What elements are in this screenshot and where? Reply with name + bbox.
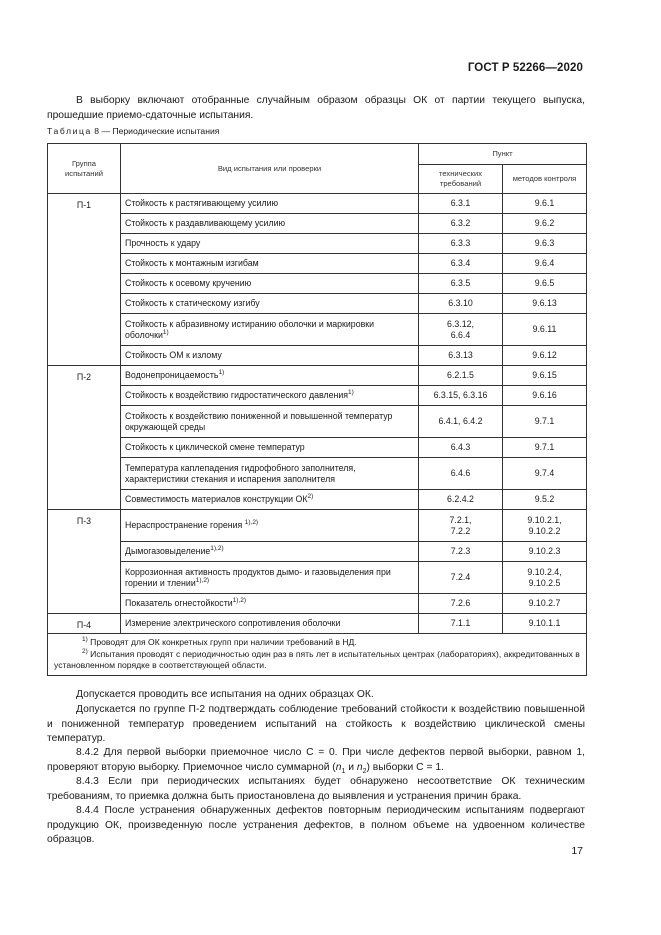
test-kind-cell [121, 254, 419, 274]
requirements-clause-cell: 7.2.3 [419, 542, 503, 562]
table-row [48, 458, 587, 490]
requirements-clause-cell: 7.1.1 [419, 614, 503, 634]
col-header-group: Группа испытаний [48, 144, 121, 194]
footnote-mark: 1) [218, 369, 225, 377]
test-kind-text: Стойкость ОМ к излому [125, 350, 222, 360]
methods-clause-cell: 9.6.4 [503, 254, 587, 274]
test-kind-text: Прочность к удару [125, 238, 201, 248]
test-kind-cell [121, 346, 419, 366]
table-row [48, 406, 587, 438]
table-row [48, 562, 587, 594]
requirements-clause-cell: 6.3.2 [419, 214, 503, 234]
periodic-tests-table [47, 143, 587, 676]
table-row [48, 214, 587, 234]
footnote-mark: 2) [307, 493, 314, 501]
table-body [48, 194, 587, 676]
intro-paragraph: В выборку включают отобранные случайным образом образцы ОК от партии текущего выпуска, прошедшие приемо-сдаточные испытания. [47, 95, 585, 121]
table-row [48, 542, 587, 562]
requirements-clause-cell: 6.3.4 [419, 254, 503, 274]
table-row [48, 594, 587, 614]
footnote-mark: 1) [162, 328, 169, 336]
test-kind-cell [121, 510, 419, 542]
paragraph-same-samples: Допускается проводить все испытания на одних образцах ОК. [76, 689, 374, 700]
table-row [48, 510, 587, 542]
requirements-clause-cell: 6.3.10 [419, 294, 503, 314]
requirements-clause-cell: 6.3.15, 6.3.16 [419, 386, 503, 406]
methods-clause-cell: 9.10.1.1 [503, 614, 587, 634]
methods-clause-cell: 9.6.2 [503, 214, 587, 234]
note-text: Испытания проводят с периодичностью один раз в пять лет в испытательных центрах (лабораториях), аккредитованных в установленном порядке в соответствующей области. [54, 648, 580, 670]
p842-sub1: 1 [341, 767, 346, 775]
methods-clause-cell: 9.10.2.4, 9.10.2.5 [503, 562, 587, 594]
table-caption-title: 8 — Периодические испытания [91, 126, 220, 136]
requirements-clause-cell: 6.2.4.2 [419, 490, 503, 510]
test-kind-cell [121, 294, 419, 314]
table-note [54, 649, 580, 672]
requirements-clause-cell: 6.3.3 [419, 234, 503, 254]
test-kind-text: Стойкость к циклической смене температур [125, 442, 305, 452]
test-kind-cell [121, 314, 419, 346]
test-kind-text: Стойкость к растягивающему усилию [125, 198, 279, 208]
test-kind-text: Стойкость к осевому кручению [125, 278, 252, 288]
paragraph-8-4-4: 8.4.4 После устранения обнаруженных дефектов повторным периодическим испытаниям подвергают продукцию ОК, произведенную после устранения дефектов, в полном объеме на удвоенном количестве образцов. [47, 805, 585, 845]
requirements-clause-cell: 6.2.1.5 [419, 366, 503, 386]
test-kind-text: Стойкость к воздействию гидростатического давления [125, 390, 349, 400]
test-kind-cell [121, 594, 419, 614]
requirements-clause-cell: 6.4.1, 6.4.2 [419, 406, 503, 438]
table-row [48, 614, 587, 634]
requirements-clause-cell: 6.3.13 [419, 346, 503, 366]
page-number: 17 [571, 845, 583, 857]
methods-clause-cell: 9.10.2.1, 9.10.2.2 [503, 510, 587, 542]
test-kind-cell [121, 386, 419, 406]
p842-mid: и [345, 761, 357, 773]
methods-clause-cell: 9.6.13 [503, 294, 587, 314]
footnote-mark: 1),2) [195, 576, 210, 584]
footnote-mark: 1),2) [244, 519, 259, 527]
table-row [48, 490, 587, 510]
table-row [48, 314, 587, 346]
methods-clause-cell: 9.7.1 [503, 406, 587, 438]
methods-clause-cell: 9.5.2 [503, 490, 587, 510]
table-note [54, 637, 580, 649]
p842-text-a: 8.4.2 Для первой выборки приемочное число С = 0. При числе дефектов первой выборки, равном 1, проверяют вторую выборку. Приемочное число суммарной ( [47, 747, 585, 773]
group-cell: П-1 [48, 194, 121, 366]
methods-clause-cell: 9.6.12 [503, 346, 587, 366]
test-kind-text: Дымогазовыделение [125, 546, 211, 556]
table-row [48, 438, 587, 458]
p842-n1: n [335, 761, 342, 773]
requirements-clause-cell: 7.2.6 [419, 594, 503, 614]
table-row [48, 234, 587, 254]
footnote-mark: 1),2) [210, 545, 224, 553]
test-kind-cell [121, 542, 419, 562]
footnote-mark: 1) [348, 389, 354, 397]
test-kind-text: Коррозионная активность продуктов дымо- и газовыделения при горении и тлении [125, 566, 391, 588]
note-mark: 1) [82, 636, 88, 644]
test-kind-cell [121, 490, 419, 510]
paragraph-8-4-2 [47, 746, 585, 775]
test-kind-text: Стойкость к абразивному истиранию оболочки и маркировки оболочки [125, 318, 375, 340]
requirements-clause-cell: 6.3.5 [419, 274, 503, 294]
p842-sub2: 2 [362, 767, 367, 775]
table-row [48, 294, 587, 314]
requirements-clause-cell: 6.4.6 [419, 458, 503, 490]
methods-clause-cell: 9.10.2.3 [503, 542, 587, 562]
test-kind-cell [121, 274, 419, 294]
methods-clause-cell: 9.6.15 [503, 366, 587, 386]
methods-clause-cell: 9.6.5 [503, 274, 587, 294]
test-kind-cell [121, 214, 419, 234]
methods-clause-cell: 9.7.1 [503, 438, 587, 458]
methods-clause-cell: 9.6.3 [503, 234, 587, 254]
table-row [48, 254, 587, 274]
table-row [48, 346, 587, 366]
requirements-clause-cell: 6.4.3 [419, 438, 503, 458]
p842-n2: n [356, 761, 363, 773]
methods-clause-cell: 9.10.2.7 [503, 594, 587, 614]
test-kind-text: Температура каплепадения гидрофобного заполнителя, характеристики стекания и испарения заполнителя [125, 462, 356, 484]
test-kind-text: Нераспространение горения [125, 520, 245, 530]
group-cell: П-3 [48, 510, 121, 614]
methods-clause-cell: 9.6.16 [503, 386, 587, 406]
test-kind-cell [121, 234, 419, 254]
requirements-clause-cell: 7.2.1, 7.2.2 [419, 510, 503, 542]
table-header [48, 144, 587, 194]
methods-clause-cell: 9.7.4 [503, 458, 587, 490]
paragraph-group-p2: Допускается по группе П-2 подтверждать соблюдение требований стойкости к воздействию повышенной и пониженной температур проведением испытаний на стойкость к воздействию циклической смены температур. [47, 704, 585, 744]
table-row [48, 386, 587, 406]
table-row [48, 194, 587, 214]
group-cell: П-4 [48, 614, 121, 634]
requirements-clause-cell: 6.3.1 [419, 194, 503, 214]
document-code: ГОСТ Р 52266—2020 [467, 62, 583, 74]
test-kind-cell [121, 194, 419, 214]
methods-clause-cell: 9.6.1 [503, 194, 587, 214]
test-kind-text: Водонепроницаемость [125, 370, 219, 380]
methods-clause-cell: 9.6.11 [503, 314, 587, 346]
p842-text-b: ) выборки С = 1. [366, 761, 444, 773]
test-kind-text: Измерение электрического сопротивления оболочки [125, 618, 341, 628]
test-kind-cell [121, 438, 419, 458]
footnote-mark: 1),2) [232, 597, 247, 605]
table-caption [47, 126, 219, 136]
col-header-requirements: технических требований [419, 165, 503, 194]
group-cell: П-2 [48, 366, 121, 510]
col-header-methods: методов контроля [503, 165, 587, 194]
test-kind-cell [121, 406, 419, 438]
test-kind-cell [121, 562, 419, 594]
table-caption-word: Таблица [47, 126, 92, 136]
test-kind-cell [121, 458, 419, 490]
test-kind-cell [121, 366, 419, 386]
test-kind-text: Стойкость к воздействию пониженной и повышенной температур окружающей среды [125, 410, 393, 432]
requirements-clause-cell: 7.2.4 [419, 562, 503, 594]
col-header-kind: Вид испытания или проверки [121, 144, 419, 194]
table-row [48, 366, 587, 386]
table-row [48, 274, 587, 294]
test-kind-text: Стойкость к монтажным изгибам [125, 258, 259, 268]
notes-row [48, 634, 587, 676]
table-notes [48, 634, 587, 676]
requirements-clause-cell: 6.3.12, 6.6.4 [419, 314, 503, 346]
test-kind-text: Стойкость к статическому изгибу [125, 298, 260, 308]
test-kind-text: Стойкость к раздавливающему усилию [125, 218, 286, 228]
col-header-punkt: Пункт [419, 144, 587, 165]
test-kind-text: Показатель огнестойкости [125, 598, 233, 608]
note-text: Проводят для ОК конкретных групп при наличии требований в НД. [87, 637, 357, 647]
test-kind-text: Совместимость материалов конструкции ОК [125, 494, 308, 504]
test-kind-cell [121, 614, 419, 634]
paragraph-8-4-3: 8.4.3 Если при периодических испытаниях будет обнаружено несоответствие ОК техническим требованиям, то приемка должна быть приостановлена до выявления и устранения причин брака. [47, 776, 585, 802]
note-mark: 2) [82, 647, 88, 655]
